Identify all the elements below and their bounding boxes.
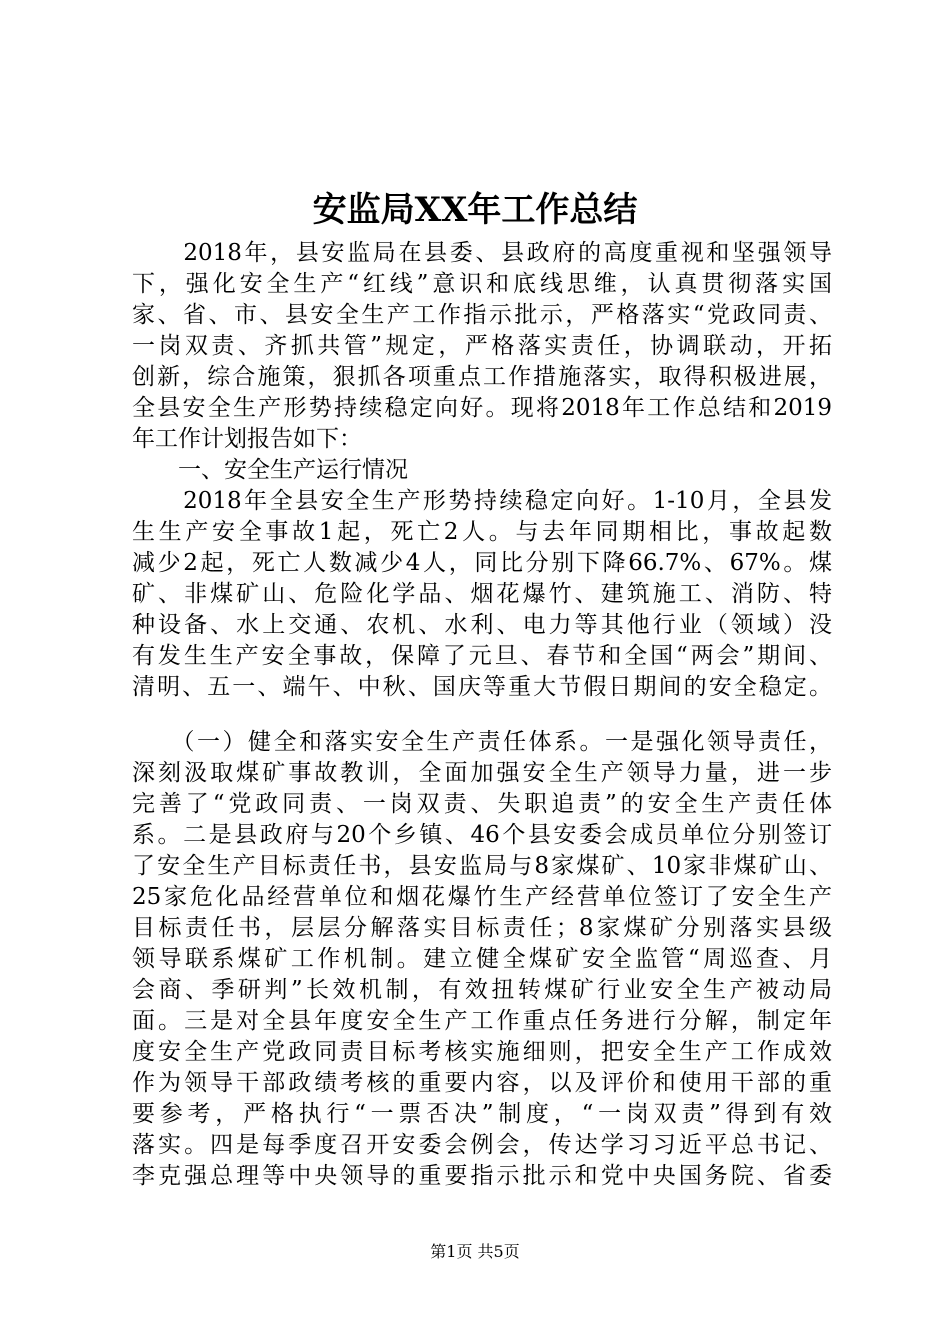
- document-title: 安监局XX年工作总结: [312, 190, 638, 230]
- body-line: 系。二是县政府与20个乡镇、46个县安委会成员单位分别签订: [132, 822, 832, 848]
- body-line: 落实。四是每季度召开安委会例会，传达学习习近平总书记、: [132, 1132, 832, 1158]
- body-line: 生生产安全事故1起，死亡2人。与去年同期相比，事故起数: [132, 519, 832, 545]
- body-line: 清明、五一、端午、中秋、国庆等重大节假日期间的安全稳定。: [132, 674, 832, 700]
- body-line: 了安全生产目标责任书，县安监局与8家煤矿、10家非煤矿山、: [132, 853, 832, 879]
- body-line: 年工作计划报告如下：: [132, 426, 362, 452]
- body-line: 有发生生产安全事故，保障了元旦、春节和全国“两会”期间、: [132, 643, 832, 669]
- body-line: 一岗双责、齐抓共管”规定，严格落实责任，协调联动，开拓: [132, 333, 832, 359]
- body-line: 领导联系煤矿工作机制。建立健全煤矿安全监管“周巡查、月: [132, 946, 832, 972]
- body-line: 目标责任书，层层分解落实目标责任；8家煤矿分别落实县级: [132, 915, 832, 941]
- body-line: 作为领导干部政绩考核的重要内容，以及评价和使用干部的重: [132, 1070, 832, 1096]
- body-line: 深刻汲取煤矿事故教训，全面加强安全生产领导力量，进一步: [132, 760, 832, 786]
- body-line: 25家危化品经营单位和烟花爆竹生产经营单位签订了安全生产: [132, 884, 832, 910]
- body-line: 会商、季研判”长效机制，有效扭转煤矿行业安全生产被动局: [132, 977, 832, 1003]
- section-heading: 一、安全生产运行情况: [132, 457, 408, 483]
- body-line: 要参考，严格执行“一票否决”制度，“一岗双责”得到有效: [132, 1101, 832, 1127]
- body-line: 种设备、水上交通、农机、水利、电力等其他行业（领域）没: [132, 612, 832, 638]
- page-number-footer: 第1页 共5页: [430, 1242, 520, 1261]
- body-line: 创新，综合施策，狠抓各项重点工作措施落实，取得积极进展，: [132, 364, 832, 390]
- body-line: 度安全生产党政同责目标考核实施细则，把安全生产工作成效: [132, 1039, 832, 1065]
- body-line: 2018年全县安全生产形势持续稳定向好。1-10月，全县发: [132, 488, 832, 514]
- body-line: 矿、非煤矿山、危险化学品、烟花爆竹、建筑施工、消防、特: [132, 581, 832, 607]
- body-line: 2018年，县安监局在县委、县政府的高度重视和坚强领导: [132, 240, 832, 266]
- body-line: 面。三是对全县年度安全生产工作重点任务进行分解，制定年: [132, 1008, 832, 1034]
- body-line: （一）健全和落实安全生产责任体系。一是强化领导责任，: [132, 729, 832, 755]
- body-line: 李克强总理等中央领导的重要指示批示和党中央国务院、省委: [132, 1163, 832, 1189]
- body-line: 全县安全生产形势持续稳定向好。现将2018年工作总结和2019: [132, 395, 832, 421]
- body-line: 完善了“党政同责、一岗双责、失职追责”的安全生产责任体: [132, 791, 832, 817]
- body-line: 家、省、市、县安全生产工作指示批示，严格落实“党政同责、: [132, 302, 832, 328]
- body-line: 减少2起，死亡人数减少4人，同比分别下降66.7%、67%。煤: [132, 550, 832, 576]
- body-line: 下，强化安全生产“红线”意识和底线思维，认真贯彻落实国: [132, 271, 832, 297]
